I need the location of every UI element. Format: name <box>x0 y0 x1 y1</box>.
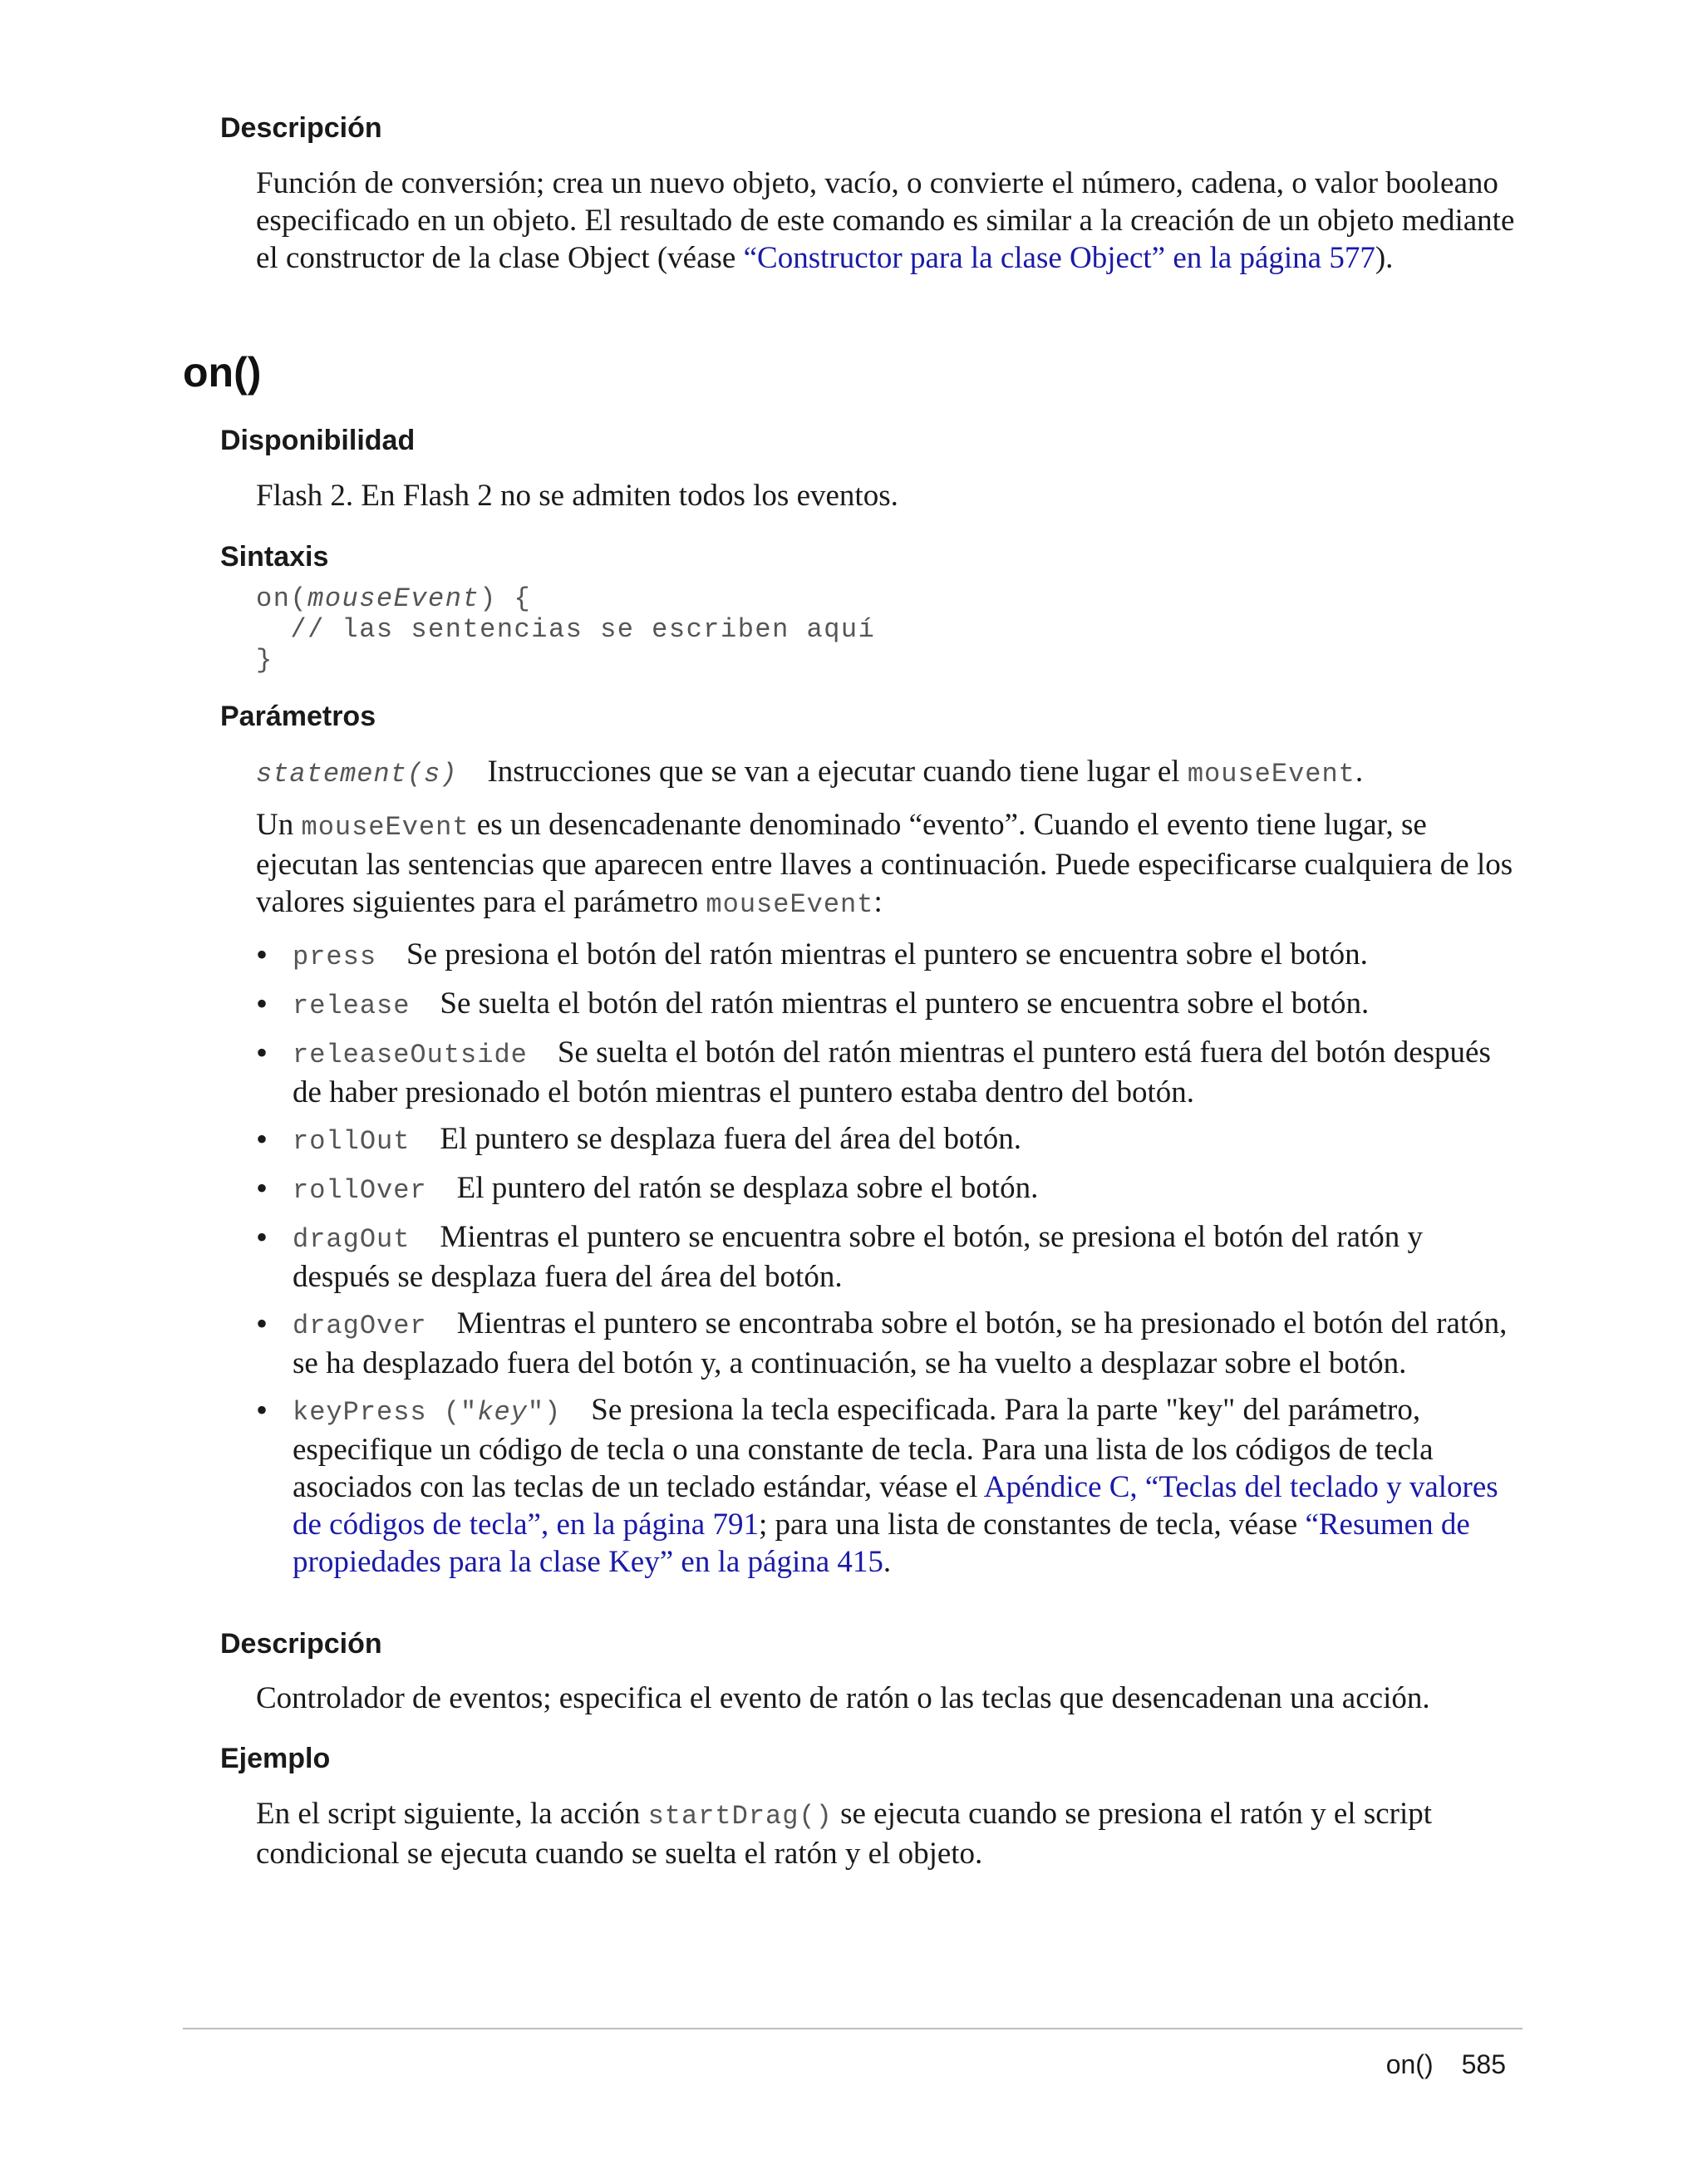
list-item: • release Se suelta el botón del ratón mientras el puntero se encuentra sobre el botón. <box>256 985 1370 1022</box>
event-list <box>256 936 1519 1581</box>
bullet-icon: • <box>256 1034 268 1071</box>
bullet-icon: • <box>256 1305 268 1342</box>
parametros-heading: Parámetros <box>220 701 376 732</box>
syntax-code-block <box>256 583 875 676</box>
page-number: 585 <box>1461 2049 1506 2079</box>
list-item: • press Se presiona el botón del ratón mientras el puntero se encuentra sobre el botón. <box>256 936 1368 973</box>
code-line-1: on(mouseEvent) { <box>256 583 532 614</box>
disponibilidad-heading: Disponibilidad <box>220 425 416 456</box>
descripcion2-heading: Descripción <box>220 1628 382 1660</box>
descripcion-paragraph: Función de conversión; crea un nuevo objeto, vacío, o convierte el número, cadena, o valor booleano especificado en un objeto. El resultado de este comando es similar a la creación de un objeto mediante el constructor de la clase Object (véase “Constructor para la clase Object” en la página 577). <box>256 166 1515 275</box>
list-item: • releaseOutside Se suelta el botón del ratón mientras el puntero está fuera del botón después de haber presionado el botón mientras el puntero estaba dentro del botón. <box>256 1034 1491 1109</box>
bullet-icon: • <box>256 1169 268 1207</box>
list-item: • rollOver El puntero del ratón se desplaza sobre el botón. <box>256 1169 1039 1207</box>
bullet-icon: • <box>256 1391 268 1429</box>
disponibilidad-text: Flash 2. En Flash 2 no se admiten todos los eventos. <box>256 479 898 513</box>
appendix-c-link[interactable]: Apéndice C, “Teclas del teclado y valores de códigos de tecla”, en la página 791 <box>293 1470 1498 1542</box>
descripcion2-text: Controlador de eventos; especifica el evento de ratón o las teclas que desencadenan una acción. <box>256 1681 1430 1715</box>
constructor-link[interactable]: “Constructor para la clase Object” en la página 577 <box>743 241 1375 275</box>
key-class-link[interactable]: “Resumen de propiedades para la clase Key” en la página 415 <box>293 1508 1470 1579</box>
bullet-icon: • <box>256 1120 268 1158</box>
ejemplo-heading: Ejemplo <box>220 1743 331 1774</box>
footer-divider <box>183 2028 1522 2029</box>
list-item-keypress: • keyPress ("key") Se presiona la tecla especificada. Para la parte "key" del parámetro, especifique un código de tecla o una constante de tecla. Para una lista de los códigos de tecla asociados con las teclas de un teclado estándar, véase el Apéndice C, “Teclas del teclado y valores de códigos de tecla”, en la página 791; para una lista de constantes de tecla, véase “Resumen de propiedades para la clase Key” en la página 415. <box>256 1391 1498 1579</box>
list-item: • rollOut El puntero se desplaza fuera del área del botón. <box>256 1120 1022 1158</box>
mouse-event-intro: Un mouseEvent es un desencadenante denominado “evento”. Cuando el evento tiene lugar, se ejecutan las sentencias que aparecen entre llaves a continuación. Puede especificarse cualquiera de los valores siguientes para el parámetro mouseEvent: <box>256 808 1513 920</box>
code-line-2: // las sentencias se escriben aquí <box>256 614 876 645</box>
bullet-icon: • <box>256 936 268 973</box>
bullet-icon: • <box>256 985 268 1022</box>
ejemplo-text: En el script siguiente, la acción startDrag() se ejecuta cuando se presiona el ratón y el script condicional se ejecuta cuando se suelta el ratón y el objeto. <box>256 1797 1433 1871</box>
list-item: • dragOut Mientras el puntero se encuentra sobre el botón, se presiona el botón del ratón y después se desplaza fuera del área del botón. <box>256 1218 1424 1294</box>
list-item: • dragOver Mientras el puntero se encontraba sobre el botón, se ha presionado el botón del ratón, se ha desplazado fuera del botón y, a continuación, se ha vuelto a desplazar sobre el botón. <box>256 1305 1508 1380</box>
descripcion-heading: Descripción <box>220 112 382 144</box>
sintaxis-heading: Sintaxis <box>220 541 329 573</box>
param-statement: statement(s) Instrucciones que se van a ejecutar cuando tiene lugar el mouseEvent. <box>256 755 1364 789</box>
param-name: statement(s) <box>256 759 458 789</box>
bullet-icon: • <box>256 1218 268 1256</box>
footer-section: on() <box>1385 2049 1434 2079</box>
page-title: on() <box>183 349 262 396</box>
page-footer <box>1386 2048 1506 2081</box>
code-line-3: } <box>256 645 273 676</box>
